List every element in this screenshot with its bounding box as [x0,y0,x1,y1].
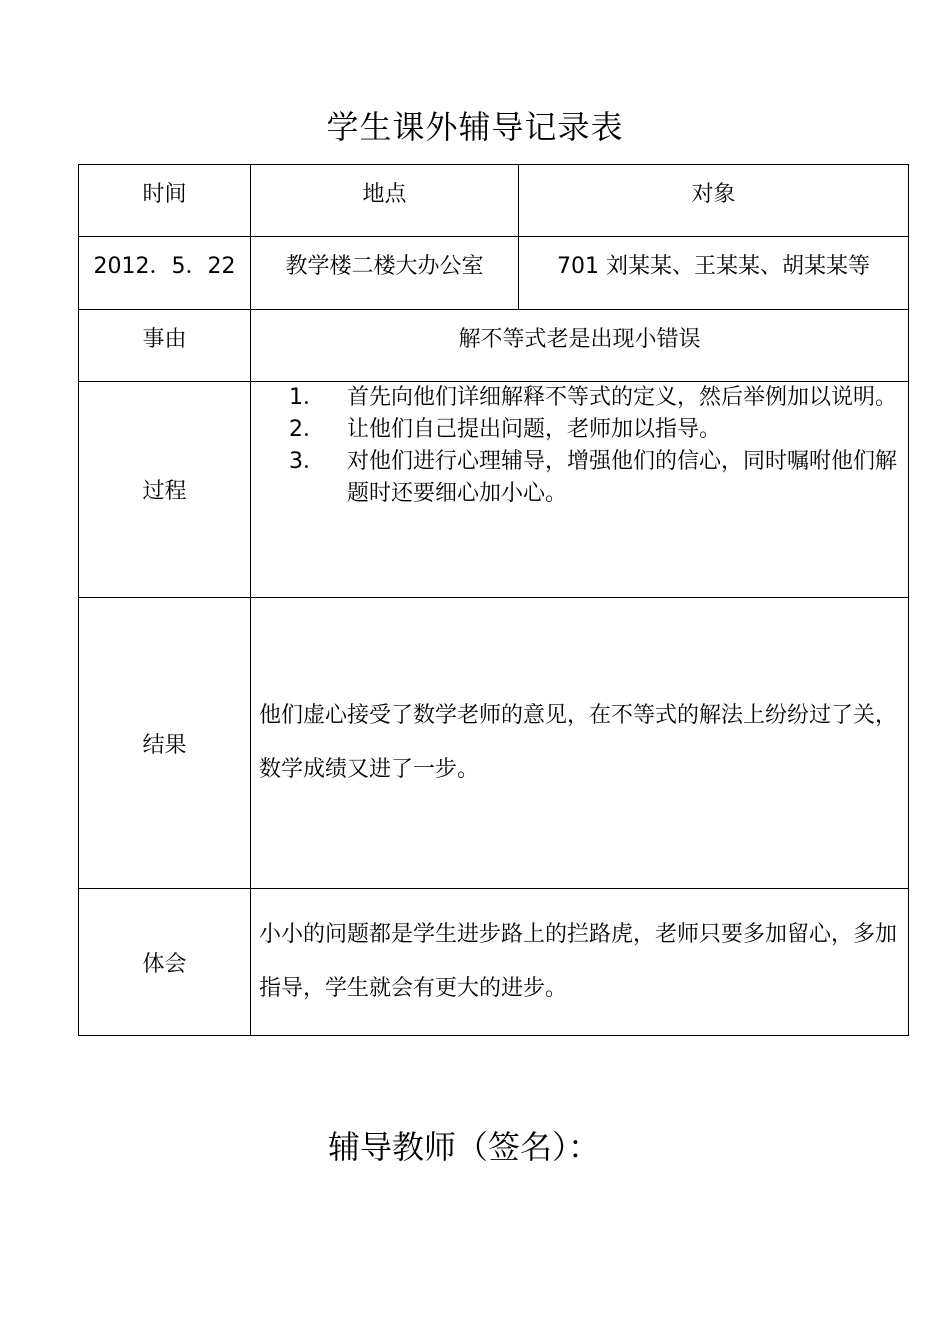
step-text: 让他们自己提出问题，老师加以指导。 [347,417,722,442]
process-steps [251,382,908,510]
signature-label: 辅导教师（签名）： [328,1128,601,1166]
table-row [79,237,909,310]
table-header-row [79,165,909,237]
result-label: 结果 [79,598,251,889]
list-item [251,414,908,446]
reason-value: 解不等式老是出现小错误 [251,310,909,382]
reason-row [79,310,909,382]
reason-label: 事由 [79,310,251,382]
result-row [79,598,909,889]
process-row [79,382,909,598]
time-value: 2012．5．22 [79,237,251,310]
reflection-label: 体会 [79,889,251,1036]
step-text: 首先向他们详细解释不等式的定义，然后举例加以说明。 [347,385,898,410]
step-number: 2． [289,417,325,442]
result-value: 他们虚心接受了数学老师的意见，在不等式的解法上纷纷过了关，数学成绩又进了一步。 [259,703,898,782]
record-table [78,164,909,1036]
header-time: 时间 [79,165,251,237]
list-item [251,446,908,510]
step-number: 3． [289,449,325,474]
list-item [251,382,908,414]
reflection-value: 小小的问题都是学生进步路上的拦路虎，老师只要多加留心，多加指导，学生就会有更大的进步。 [259,922,898,1001]
result-content [251,598,909,889]
reflection-content [251,889,909,1036]
header-target: 对象 [519,165,909,237]
process-label: 过程 [79,382,251,598]
place-value: 教学楼二楼大办公室 [251,237,519,310]
step-number: 1． [289,385,325,410]
step-text: 对他们进行心理辅导，增强他们的信心，同时嘱咐他们解题时还要细心加小心。 [347,449,898,506]
reflection-row [79,889,909,1036]
process-content [251,382,909,598]
target-value: 701 刘某某、王某某、胡某某等 [519,237,909,310]
header-place: 地点 [251,165,519,237]
page-title: 学生课外辅导记录表 [326,108,624,146]
